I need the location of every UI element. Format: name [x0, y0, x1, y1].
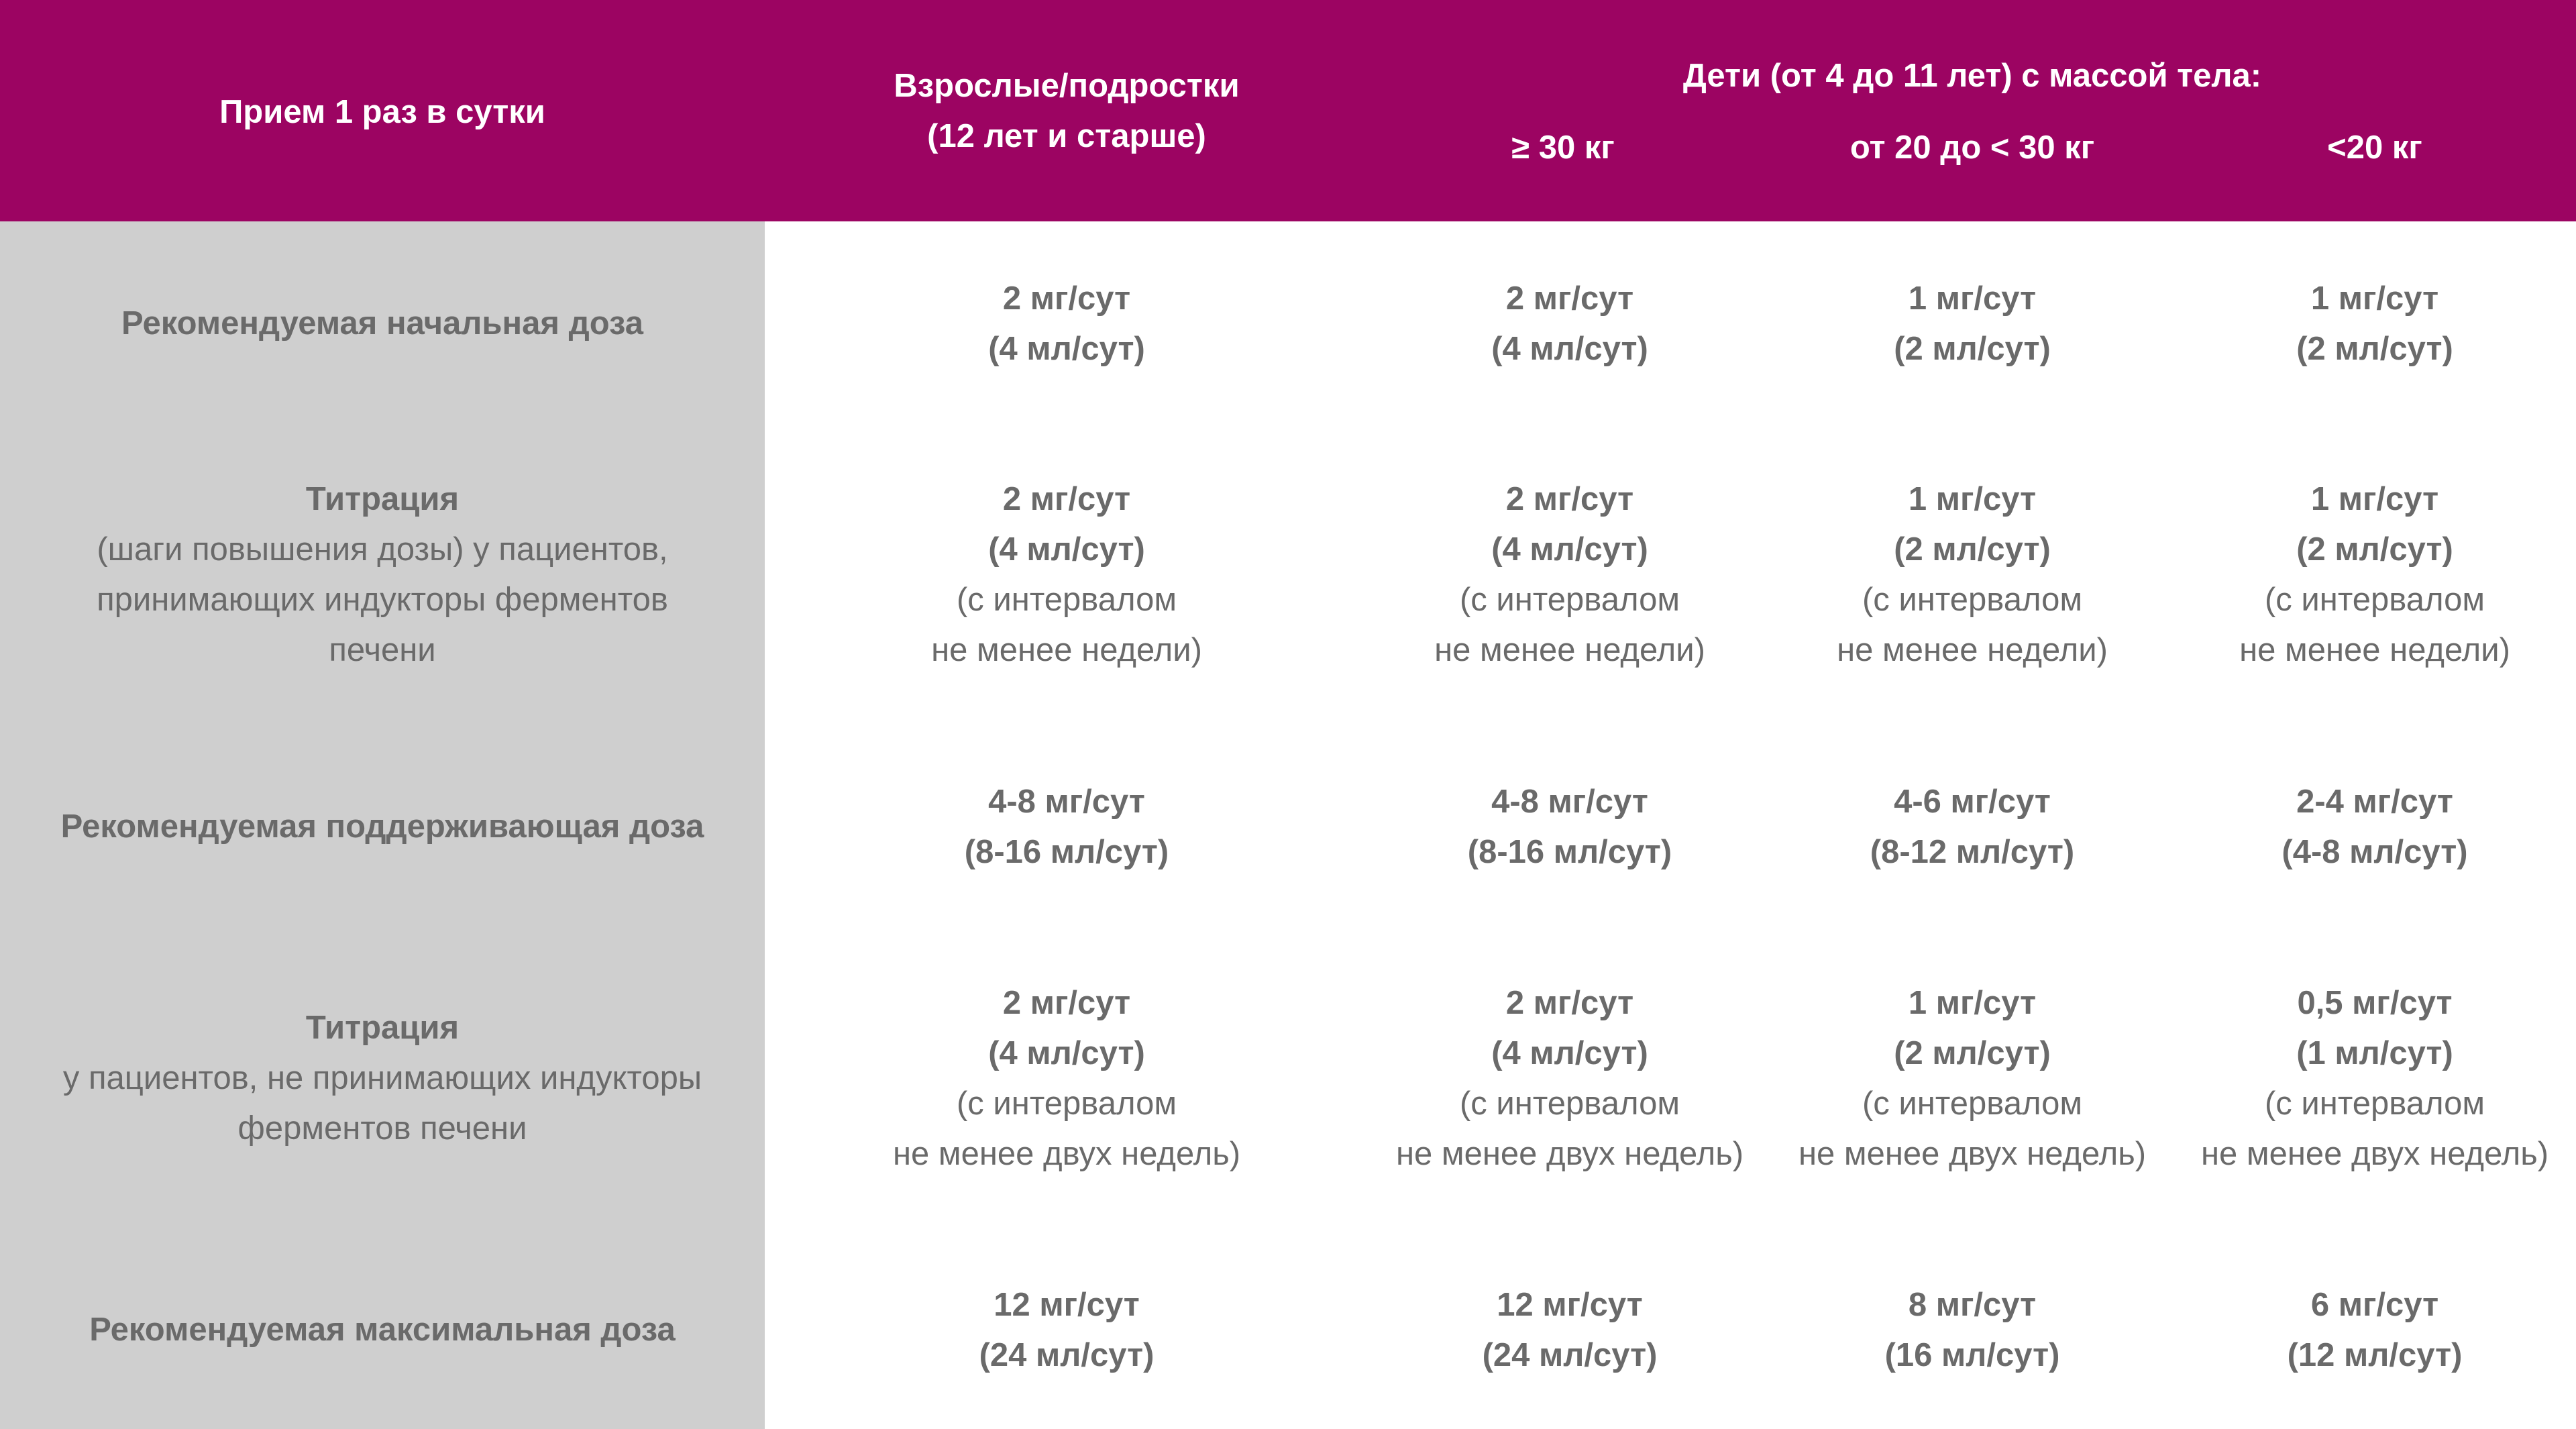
cell-maintenance-20-30kg: [1771, 777, 2174, 878]
cell-dose-mg: 4-8 мг/сут: [1491, 784, 1648, 820]
cell-dose-mg: 4-6 мг/сут: [1894, 784, 2051, 820]
cell-dose-mg: 8 мг/сут: [1908, 1287, 2037, 1323]
cell-interval: (с интервалом: [1459, 582, 1680, 618]
cell-titration-inducers-30kg-plus: [1368, 474, 1771, 676]
row-label-note: печени: [329, 632, 436, 668]
header-weight-20-30: от 20 до < 30 кг: [1849, 129, 2095, 166]
cell-titration-inducers-under-20kg: [2174, 474, 2576, 676]
cell-dose-ml: (4 мл/сут): [1491, 1035, 1648, 1071]
cell-maximum-adults: [765, 1280, 1368, 1381]
cell-interval: (с интервалом: [2264, 582, 2485, 618]
row-label-note: ферментов печени: [237, 1110, 527, 1147]
cell-starting-adults: [765, 274, 1368, 374]
cell-titration-inducers-adults: [765, 474, 1368, 676]
cell-dose-mg: 2-4 мг/сут: [2296, 784, 2453, 820]
cell-interval: не менее двух недель): [2200, 1136, 2549, 1172]
cell-titration-no-inducers-30kg-plus: [1368, 978, 1771, 1179]
cell-dose-ml: (8-16 мл/сут): [964, 834, 1169, 870]
cell-interval: не менее двух недель): [1395, 1136, 1744, 1172]
cell-dose-ml: (4-8 мл/сут): [2282, 834, 2468, 870]
cell-titration-no-inducers-adults: [765, 978, 1368, 1179]
row-label-maintenance-dose: [0, 802, 765, 852]
cell-dose-ml: (1 мл/сут): [2296, 1035, 2453, 1071]
row-label-titration-no-inducers: [0, 1003, 765, 1154]
cell-maximum-under-20kg: [2174, 1280, 2576, 1381]
cell-dose-mg: 1 мг/сут: [1908, 985, 2037, 1021]
cell-dose-ml: (8-16 мл/сут): [1467, 834, 1672, 870]
header-adults-line1: Взрослые/подростки: [894, 68, 1240, 104]
cell-dose-mg: 0,5 мг/сут: [2297, 985, 2453, 1021]
cell-dose-ml: (4 мл/сут): [988, 1035, 1145, 1071]
cell-dose-mg: 1 мг/сут: [1908, 280, 2037, 317]
row-label-note: принимающих индукторы ферментов: [97, 582, 668, 618]
cell-maximum-30kg-plus: [1368, 1280, 1771, 1381]
cell-dose-ml: (16 мл/сут): [1884, 1337, 2060, 1373]
cell-dose-mg: 1 мг/сут: [2310, 481, 2439, 517]
cell-interval: не менее недели): [931, 632, 1202, 668]
cell-dose-mg: 6 мг/сут: [2310, 1287, 2439, 1323]
header-weight-under-20: <20 кг: [2327, 129, 2422, 166]
cell-dose-mg: 2 мг/сут: [1505, 985, 1634, 1021]
cell-dose-ml: (2 мл/сут): [2296, 331, 2453, 367]
row-label-titration-inducers: [0, 474, 765, 676]
cell-titration-inducers-20-30kg: [1771, 474, 2174, 676]
header-weight-30-plus: ≥ 30 кг: [1511, 129, 1615, 166]
row-label-note: (шаги повышения дозы) у пациентов,: [97, 531, 668, 568]
cell-dose-mg: 2 мг/сут: [1002, 280, 1131, 317]
cell-dose-ml: (4 мл/сут): [1491, 331, 1648, 367]
cell-starting-20-30kg: [1771, 274, 2174, 374]
cell-dose-mg: 2 мг/сут: [1505, 280, 1634, 317]
cell-interval: (с интервалом: [956, 582, 1177, 618]
cell-dose-mg: 12 мг/сут: [994, 1287, 1140, 1323]
cell-starting-30kg-plus: [1368, 274, 1771, 374]
cell-maximum-20-30kg: [1771, 1280, 2174, 1381]
row-label-note: у пациентов, не принимающих индукторы: [62, 1060, 702, 1096]
cell-dose-ml: (2 мл/сут): [1894, 531, 2051, 568]
cell-interval: (с интервалом: [1862, 1086, 2083, 1122]
cell-dose-mg: 2 мг/сут: [1002, 985, 1131, 1021]
cell-dose-ml: (24 мл/сут): [1482, 1337, 1658, 1373]
cell-interval: (с интервалом: [956, 1086, 1177, 1122]
cell-starting-under-20kg: [2174, 274, 2576, 374]
cell-interval: не менее двух недель): [1798, 1136, 2147, 1172]
cell-titration-no-inducers-20-30kg: [1771, 978, 2174, 1179]
row-label-title: Титрация: [305, 481, 460, 517]
cell-maintenance-adults: [765, 777, 1368, 878]
header-adults-line2: (12 лет и старше): [927, 118, 1206, 154]
cell-interval: не менее недели): [2239, 632, 2510, 668]
cell-dose-ml: (4 мл/сут): [988, 531, 1145, 568]
cell-dose-ml: (24 мл/сут): [979, 1337, 1155, 1373]
cell-dose-ml: (2 мл/сут): [1894, 1035, 2051, 1071]
cell-interval: (с интервалом: [1459, 1086, 1680, 1122]
cell-dose-mg: 1 мг/сут: [1908, 481, 2037, 517]
cell-dose-ml: (2 мл/сут): [2296, 531, 2453, 568]
cell-dose-ml: (4 мл/сут): [988, 331, 1145, 367]
cell-interval: не менее недели): [1434, 632, 1705, 668]
row-label-title: Рекомендуемая поддерживающая доза: [60, 808, 704, 845]
cell-dose-mg: 2 мг/сут: [1505, 481, 1634, 517]
cell-dose-mg: 2 мг/сут: [1002, 481, 1131, 517]
cell-titration-no-inducers-under-20kg: [2174, 978, 2576, 1179]
header-children-title: Дети (от 4 до 11 лет) с массой тела:: [1682, 58, 2262, 94]
cell-dose-mg: 1 мг/сут: [2310, 280, 2439, 317]
cell-interval: не менее двух недель): [892, 1136, 1241, 1172]
cell-interval: (с интервалом: [2264, 1086, 2485, 1122]
cell-interval: не менее недели): [1837, 632, 2108, 668]
cell-dose-mg: 12 мг/сут: [1497, 1287, 1643, 1323]
cell-dose-ml: (2 мл/сут): [1894, 331, 2051, 367]
cell-interval: (с интервалом: [1862, 582, 2083, 618]
row-label-title: Рекомендуемая начальная доза: [121, 305, 643, 341]
cell-maintenance-30kg-plus: [1368, 777, 1771, 878]
cell-dose-mg: 4-8 мг/сут: [988, 784, 1145, 820]
table-header: [0, 0, 2576, 221]
row-label-title: Титрация: [305, 1010, 460, 1046]
row-label-maximum-dose: [0, 1305, 765, 1355]
cell-dose-ml: (12 мл/сут): [2287, 1337, 2463, 1373]
cell-dose-ml: (8-12 мл/сут): [1870, 834, 2075, 870]
row-label-starting-dose: [0, 299, 765, 349]
header-dosing-frequency: Прием 1 раз в сутки: [219, 94, 545, 130]
row-label-title: Рекомендуемая максимальная доза: [89, 1312, 676, 1348]
cell-maintenance-under-20kg: [2174, 777, 2576, 878]
cell-dose-ml: (4 мл/сут): [1491, 531, 1648, 568]
